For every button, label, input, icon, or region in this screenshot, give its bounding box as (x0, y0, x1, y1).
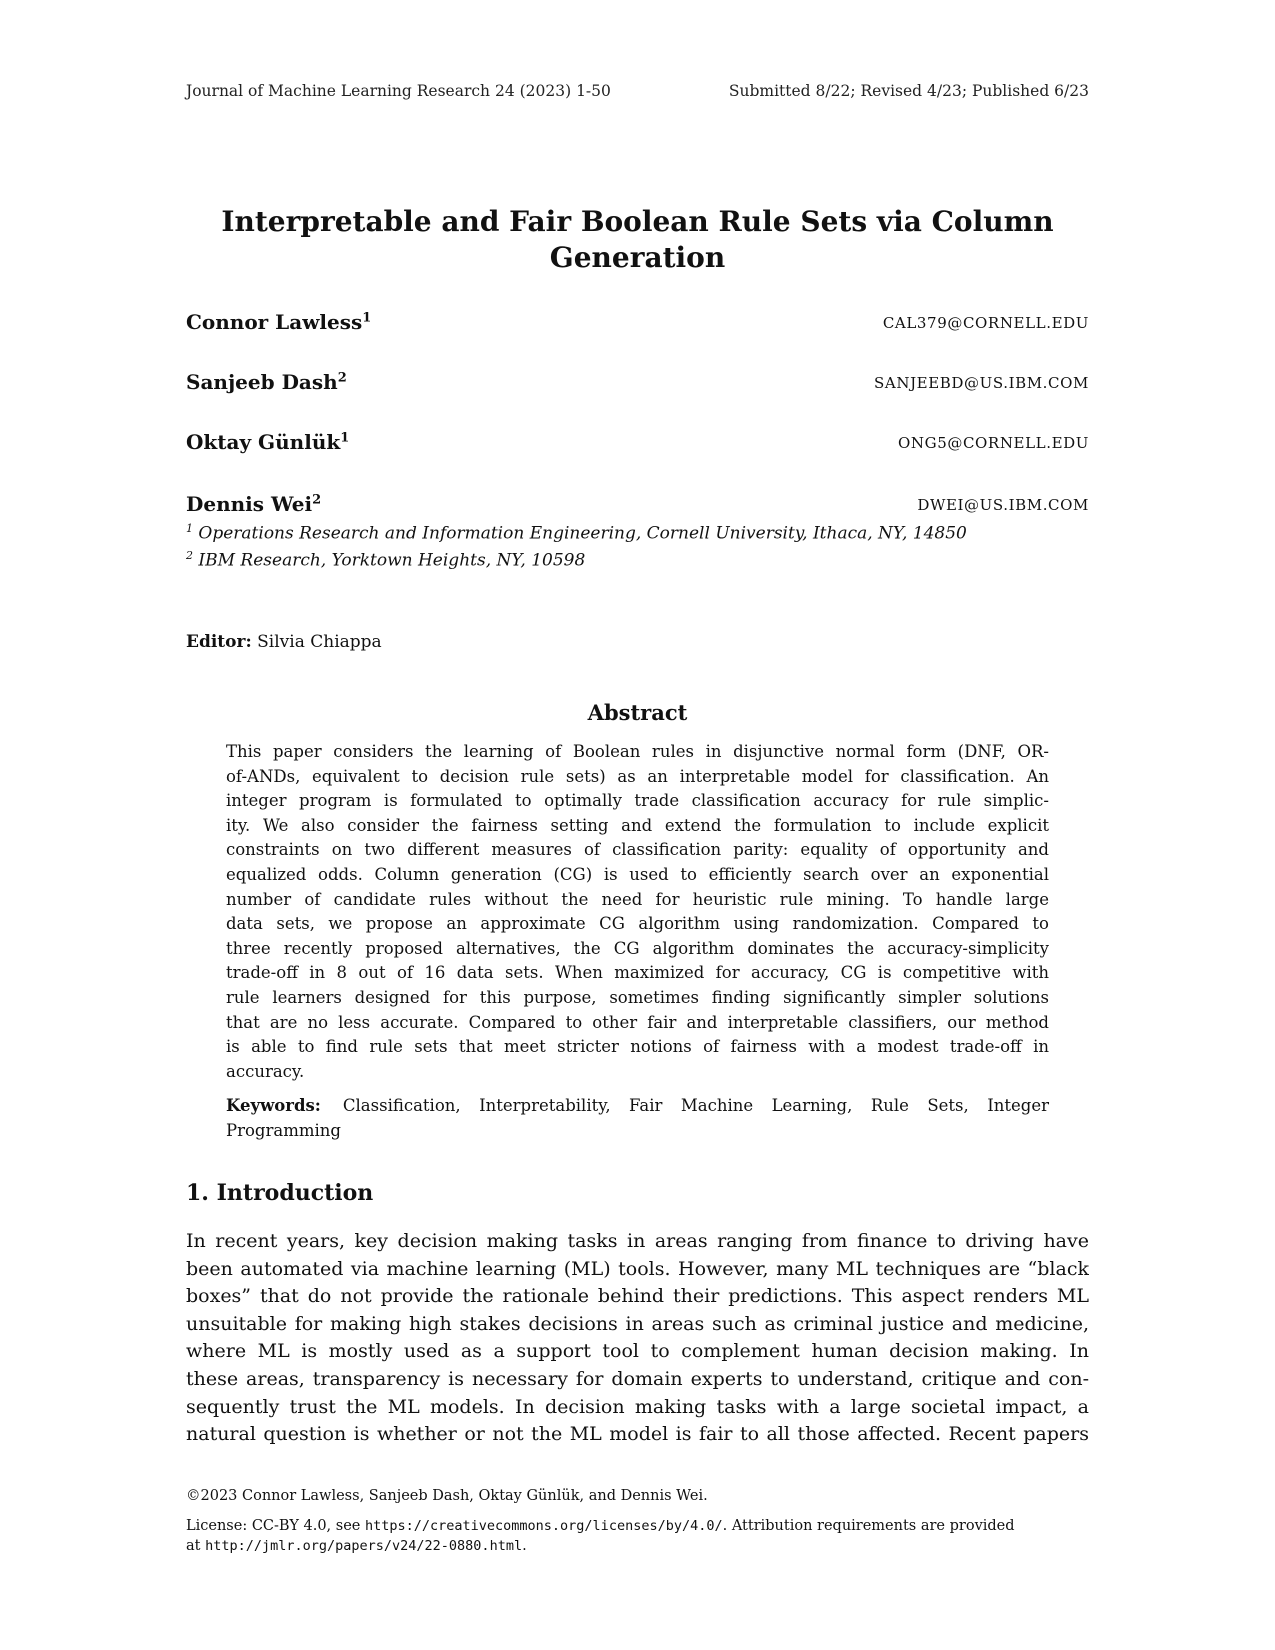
keywords-text: Classification, Interpretability, Fair Machine Learning, Rule Sets, Integer (342, 1096, 1049, 1115)
section-heading: 1. Introduction (186, 1180, 374, 1206)
copyright-notice: ©2023 Connor Lawless, Sanjeeb Dash, Oktay Günlük, and Dennis Wei. (186, 1488, 708, 1504)
intro-line: In recent years, key decision making tasks in areas ranging from finance to driving have (186, 1230, 1089, 1252)
author-affiliation-mark: 2 (312, 492, 322, 508)
paper-title (186, 204, 1089, 276)
author-email[interactable]: DWEI@US.IBM.COM (917, 496, 1089, 514)
intro-line: these areas, transparency is necessary for domain experts to understand, critique and con- (186, 1367, 1089, 1390)
keywords (226, 1094, 1049, 1143)
title-line-1: Interpretable and Fair Boolean Rule Sets via Column (221, 205, 1054, 238)
intro-line: sequently trust the ML models. In decision making tasks with a large societal impact, a (186, 1395, 1089, 1418)
author-email[interactable]: SANJEEBD@US.IBM.COM (874, 374, 1089, 392)
abstract-line: is able to find rule sets that meet stricter notions of fairness with a modest trade-off in (226, 1037, 1049, 1057)
license-suffix: . Attribution requirements are provided (722, 1518, 1015, 1534)
license-line (186, 1516, 1089, 1536)
abstract-line: that are no less accurate. Compared to other fair and interpretable classifiers, our method (226, 1012, 1049, 1032)
affiliation-text: IBM Research, Yorktown Heights, NY, 10598 (198, 550, 586, 571)
abstract-body (226, 740, 1049, 1084)
abstract-line: accuracy. (226, 1061, 305, 1081)
attribution-suffix: . (522, 1538, 527, 1554)
editor-label: Editor: (186, 632, 252, 652)
license-link[interactable]: https://creativecommons.org/licenses/by/4.0/ (364, 1518, 723, 1534)
intro-line: been automated via machine learning (ML) tools. However, many ML techniques are “black (186, 1257, 1089, 1280)
abstract-line: data sets, we propose an approximate CG algorithm using randomization. Compared to (226, 914, 1049, 934)
author-name (186, 370, 347, 394)
intro-line: natural question is whether or not the ML model is fair to all those affected. Recent papers (186, 1423, 1089, 1446)
license-prefix: License: CC-BY 4.0, see (186, 1518, 365, 1534)
journal-header: Journal of Machine Learning Research 24 (2023) 1-50 (186, 82, 611, 100)
author-name (186, 492, 321, 516)
abstract-line: This paper considers the learning of Boolean rules in disjunctive normal form (DNF, OR- (226, 742, 1049, 761)
author-name-text: Sanjeeb Dash (186, 370, 338, 394)
editor-name: Silvia Chiappa (257, 632, 382, 652)
author-affiliation-mark: 2 (337, 370, 347, 386)
abstract-line: ity. We also consider the fairness setting and extend the formulation to include explicit (226, 815, 1049, 835)
abstract-line: rule learners designed for this purpose, sometimes finding significantly simpler solutions (226, 987, 1049, 1007)
abstract-line: three recently proposed alternatives, the CG algorithm dominates the accuracy-simplicity (226, 938, 1049, 958)
abstract-line: number of candidate rules without the need for heuristic rule mining. To handle large (226, 889, 1049, 909)
abstract-line: trade-off in 8 out of 16 data sets. When maximized for accuracy, CG is competitive with (226, 963, 1049, 983)
author-affiliation-mark: 1 (340, 430, 350, 446)
attribution-line (186, 1536, 1089, 1556)
intro-line: boxes” that do not provide the rationale behind their predictions. This aspect renders ML (186, 1285, 1089, 1308)
author-name (186, 430, 349, 454)
author-name-text: Connor Lawless (186, 310, 363, 334)
attribution-prefix: at (186, 1538, 206, 1554)
attribution-link[interactable]: http://jmlr.org/papers/v24/22-0880.html (205, 1538, 523, 1554)
editor-line (186, 632, 382, 652)
affiliation-mark: 2 (186, 549, 193, 562)
introduction-body (186, 1228, 1089, 1449)
abstract-line: integer program is formulated to optimally trade classification accuracy for rule simplic- (226, 791, 1049, 811)
intro-line: unsuitable for making high stakes decisions in areas such as criminal justice and medicine, (186, 1312, 1089, 1335)
affiliation (186, 549, 585, 571)
author-email[interactable]: ONG5@CORNELL.EDU (898, 434, 1089, 452)
keywords-label: Keywords: (226, 1096, 321, 1115)
abstract-line: constraints on two different measures of classification parity: equality of opportunity and (226, 840, 1049, 860)
abstract-heading: Abstract (587, 700, 688, 725)
submission-dates: Submitted 8/22; Revised 4/23; Published 6/23 (728, 82, 1089, 100)
author-name-text: Dennis Wei (186, 492, 313, 516)
affiliation-mark: 1 (186, 522, 193, 535)
affiliation-text: Operations Research and Information Engineering, Cornell University, Ithaca, NY, 14850 (198, 523, 967, 544)
title-line-2: Generation (549, 241, 726, 274)
license-notice (186, 1516, 1089, 1556)
author-email[interactable]: CAL379@CORNELL.EDU (882, 314, 1089, 332)
abstract-line: equalized odds. Column generation (CG) is used to efficiently search over an exponential (226, 864, 1049, 884)
affiliation (186, 522, 967, 544)
intro-line: where ML is mostly used as a support tool to complement human decision making. In (186, 1340, 1089, 1363)
author-affiliation-mark: 1 (362, 310, 372, 326)
author-name-text: Oktay Günlük (186, 430, 341, 454)
keywords-line (226, 1094, 1049, 1119)
keywords-line: Programming (226, 1120, 341, 1140)
abstract-line: of-ANDs, equivalent to decision rule sets) as an interpretable model for classification. An (226, 766, 1049, 786)
author-name (186, 310, 371, 334)
